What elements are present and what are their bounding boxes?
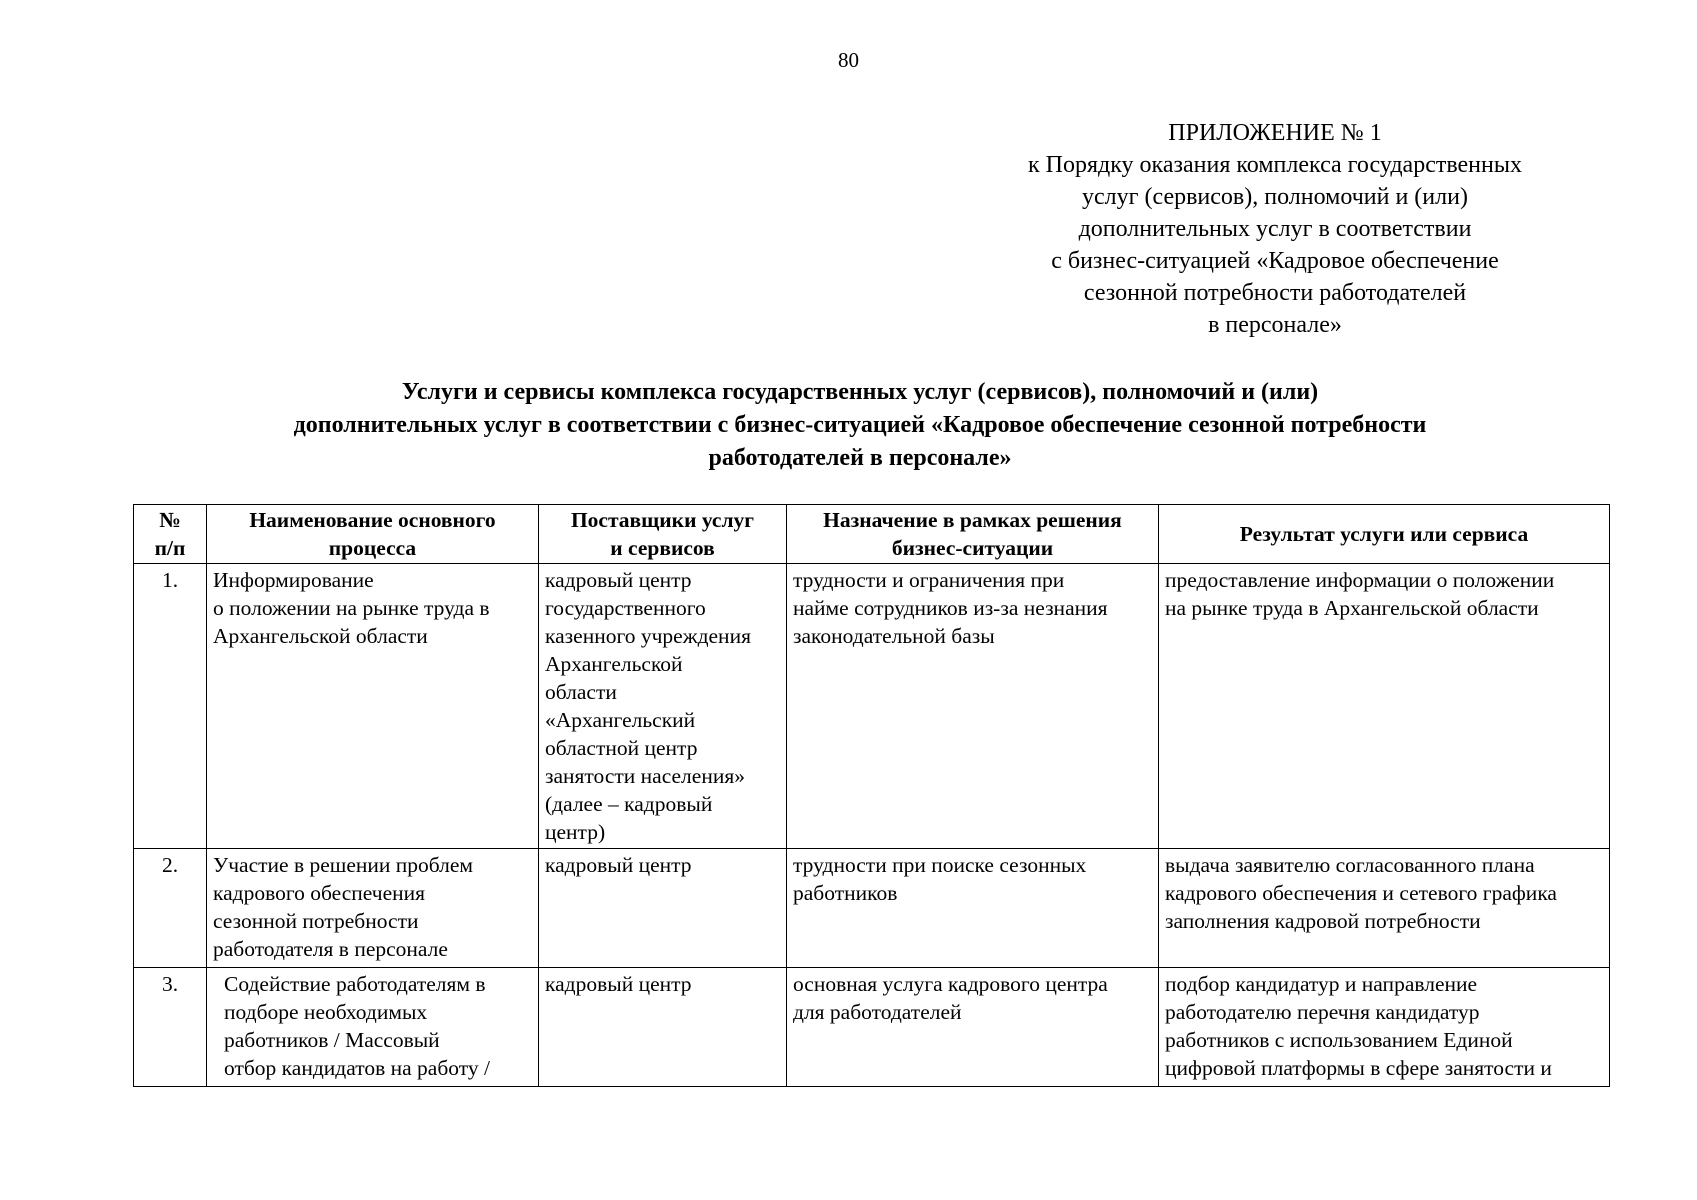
annex-line: в персонале» xyxy=(1208,312,1342,338)
cell-result: подбор кандидатур и направление работодателю перечня кандидатур работников с использованием Единой цифровой платформы в сфере занятости и xyxy=(1159,968,1610,1087)
cell-process: Участие в решении проблем кадрового обеспечения сезонной потребности работодателя в персонале xyxy=(207,849,539,968)
cell-purpose: трудности при поиске сезонных работников xyxy=(787,849,1159,968)
annex-line: сезонной потребности работодателей xyxy=(1083,280,1467,306)
page-number: 80 xyxy=(838,48,859,72)
cell-result: выдача заявителю согласованного плана кадрового обеспечения и сетевого графика заполнения кадровой потребности xyxy=(1159,849,1610,968)
annex-header xyxy=(960,117,1590,341)
table-row xyxy=(134,564,1610,849)
cell-number: 3. xyxy=(134,968,207,1087)
cell-process: Содействие работодателям в подборе необходимых работников / Массовый отбор кандидатов на работу / xyxy=(207,968,539,1087)
annex-line: ПРИЛОЖЕНИЕ № 1 xyxy=(1168,120,1382,146)
table-row xyxy=(134,968,1610,1087)
services-table xyxy=(133,504,1610,1087)
cell-providers: кадровый центр xyxy=(539,968,787,1087)
cell-providers: кадровый центр xyxy=(539,849,787,968)
cell-number: 2. xyxy=(134,849,207,968)
cell-purpose: основная услуга кадрового центра для работодателей xyxy=(787,968,1159,1087)
table-row xyxy=(134,849,1610,968)
cell-number: 1. xyxy=(134,564,207,849)
header-purpose: Назначение в рамках решения бизнес-ситуации xyxy=(787,505,1159,564)
annex-line: с бизнес-ситуацией «Кадровое обеспечение xyxy=(1051,248,1499,274)
document-title xyxy=(140,376,1580,475)
header-result: Результат услуги или сервиса xyxy=(1159,505,1610,564)
cell-result: предоставление информации о положении на рынке труда в Архангельской области xyxy=(1159,564,1610,849)
title-line: Услуги и сервисы комплекса государственных услуг (сервисов), полномочий и (или) xyxy=(401,379,1319,405)
annex-line: услуг (сервисов), полномочий и (или) xyxy=(1082,184,1468,210)
annex-line: дополнительных услуг в соответствии xyxy=(1078,216,1472,242)
table-header-row xyxy=(134,505,1610,564)
header-process: Наименование основного процесса xyxy=(207,505,539,564)
cell-purpose: трудности и ограничения при найме сотрудников из-за незнания законодательной базы xyxy=(787,564,1159,849)
title-line: работодателей в персонале» xyxy=(708,445,1012,471)
header-providers: Поставщики услуг и сервисов xyxy=(539,505,787,564)
title-line: дополнительных услуг в соответствии с бизнес-ситуацией «Кадровое обеспечение сезонной потребности xyxy=(293,412,1427,438)
cell-process: Информирование о положении на рынке труда в Архангельской области xyxy=(207,564,539,849)
cell-providers: кадровый центр государственного казенного учреждения Архангельской области «Архангельский областной центр занятости населения» (далее – кадровый центр) xyxy=(539,564,787,849)
annex-line: к Порядку оказания комплекса государственных xyxy=(1027,152,1522,178)
header-number: № п/п xyxy=(134,505,207,564)
